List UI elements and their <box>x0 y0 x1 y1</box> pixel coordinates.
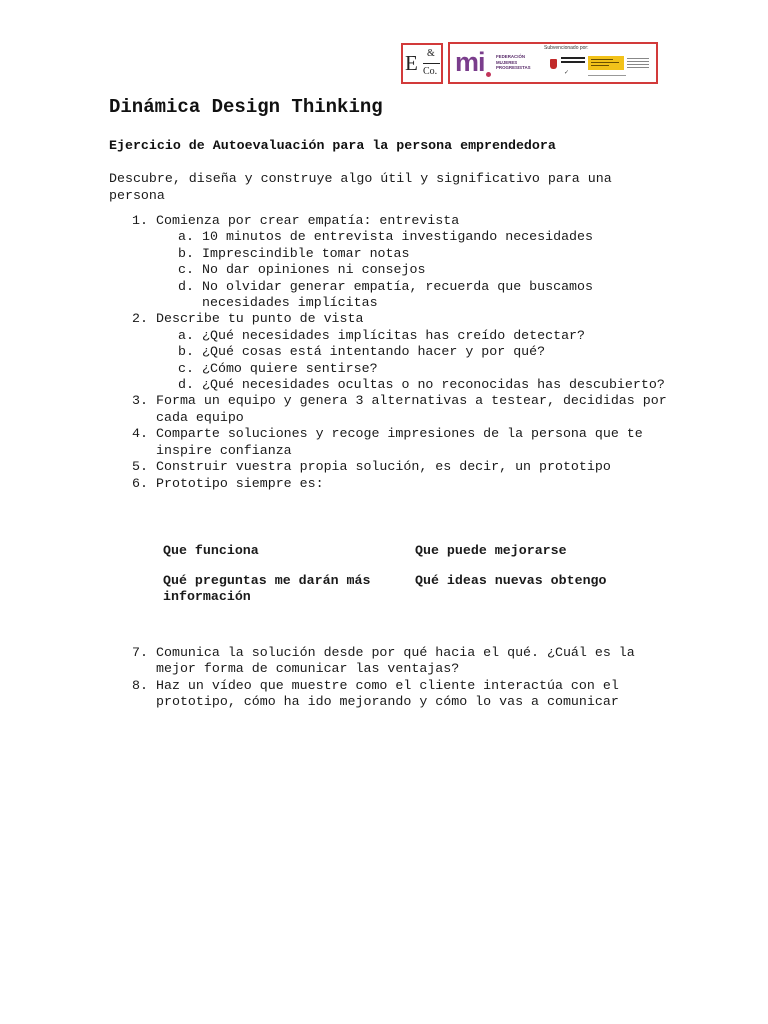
step-number: 4. <box>132 426 148 442</box>
mi-logo-dot <box>486 72 491 77</box>
list-item <box>109 213 669 311</box>
sub-letter: a. <box>178 327 194 343</box>
list-item <box>109 311 669 393</box>
e-and-co-logo <box>401 43 443 84</box>
sub-list-item <box>109 328 669 344</box>
table-cell: Qué ideas nuevas obtengo <box>415 573 607 588</box>
federacion-name <box>496 54 540 71</box>
sub-text: Imprescindible tomar notas <box>202 245 410 261</box>
sub-list-item <box>109 279 669 312</box>
list-item <box>109 459 669 475</box>
sub-list-item <box>109 246 669 262</box>
sub-list-item <box>109 361 669 377</box>
steps-list-continued <box>109 645 669 711</box>
step-text: Comunica la solución desde por qué hacia el qué. ¿Cuál es la mejor forma de comunicar las ventajas? <box>156 645 635 677</box>
ministry-text-bar <box>561 57 585 59</box>
logo-co: Co. <box>423 66 438 77</box>
step-text: Comparte soluciones y recoge impresiones de la persona que te inspire confianza <box>156 426 643 458</box>
sub-list-item <box>109 377 669 393</box>
table-cell: Qué preguntas me darán más información <box>163 573 371 604</box>
intro-paragraph: Descubre, diseña y construye algo útil y significativo para una persona <box>109 171 612 203</box>
checkmark-icon: ✓ <box>564 69 570 76</box>
step-number: 8. <box>132 677 148 693</box>
table-row <box>163 573 633 605</box>
list-item <box>109 476 669 492</box>
step-number: 2. <box>132 311 148 327</box>
list-item <box>109 393 669 426</box>
federacion-mujeres-progresistas-logo <box>448 42 658 84</box>
step-text: Haz un vídeo que muestre como el cliente interactúa con el prototipo, cómo ha ido mejorando y cómo lo vas a comunicar <box>156 677 619 710</box>
sub-letter: c. <box>178 360 194 376</box>
step-number: 7. <box>132 645 148 660</box>
sub-list <box>156 229 669 311</box>
list-item <box>109 645 669 678</box>
sub-letter: b. <box>178 245 194 261</box>
table-cell: Que puede mejorarse <box>415 543 567 558</box>
logo-divider <box>423 63 440 64</box>
step-text: Prototipo siempre es: <box>156 475 324 491</box>
list-item <box>109 678 669 711</box>
sub-text: ¿Cómo quiere sentirse? <box>202 360 378 376</box>
step-number: 6. <box>132 475 148 491</box>
document-subtitle: Ejercicio de Autoevaluación para la persona emprendedora <box>109 138 556 153</box>
sub-list-item <box>109 229 669 245</box>
sub-list-item <box>109 262 669 278</box>
sub-letter: d. <box>178 278 194 294</box>
prototype-table <box>163 543 633 619</box>
coat-of-arms-icon <box>550 59 557 69</box>
step-number: 3. <box>132 393 148 409</box>
list-item <box>109 426 669 459</box>
sub-text: ¿Qué necesidades implícitas has creído detectar? <box>202 327 586 343</box>
federacion-line: PROGRESISTAS <box>496 65 531 71</box>
sub-list-item <box>109 344 669 360</box>
step-text: Construir vuestra propia solución, es decir, un prototipo <box>156 459 611 475</box>
sub-text: ¿Qué cosas está intentando hacer y por qué? <box>202 344 546 360</box>
ministry-text-bar <box>561 61 585 63</box>
federacion-line: FEDERACIÓN <box>496 54 526 59</box>
document-title: Dinámica Design Thinking <box>109 96 383 118</box>
steps-list <box>109 213 669 492</box>
sub-text: ¿Qué necesidades ocultas o no reconocidas has descubierto? <box>202 377 665 393</box>
sub-letter: d. <box>178 377 194 393</box>
sub-text: No dar opiniones ni consejos <box>202 262 426 278</box>
step-text: Forma un equipo y genera 3 alternativas a testear, decididas por cada equipo <box>156 393 667 425</box>
sub-text: 10 minutos de entrevista investigando necesidades <box>202 229 593 245</box>
ministry-yellow-block <box>588 56 624 70</box>
table-row <box>163 543 633 559</box>
sub-list <box>156 328 669 394</box>
step-text: Comienza por crear empatía: entrevista <box>156 213 460 228</box>
sub-letter: a. <box>178 229 194 245</box>
sub-text: No olvidar generar empatía, recuerda que buscamos necesidades implícitas <box>202 278 593 311</box>
step-number: 5. <box>132 459 148 475</box>
step-number: 1. <box>132 213 148 228</box>
sub-letter: b. <box>178 344 194 360</box>
federacion-line: MUJERES <box>496 59 518 65</box>
logo-letter-e: E <box>405 51 418 75</box>
sub-letter: c. <box>178 262 194 278</box>
step-text: Describe tu punto de vista <box>156 311 364 327</box>
sponsor-footnote-line <box>588 75 626 76</box>
government-sponsor-logo <box>544 53 654 80</box>
table-cell: Que funciona <box>163 543 259 558</box>
subvencionado-label: Subvencionado por: <box>544 45 589 51</box>
mi-logo-mark: mi <box>455 47 485 77</box>
logo-ampersand: & <box>427 48 435 59</box>
